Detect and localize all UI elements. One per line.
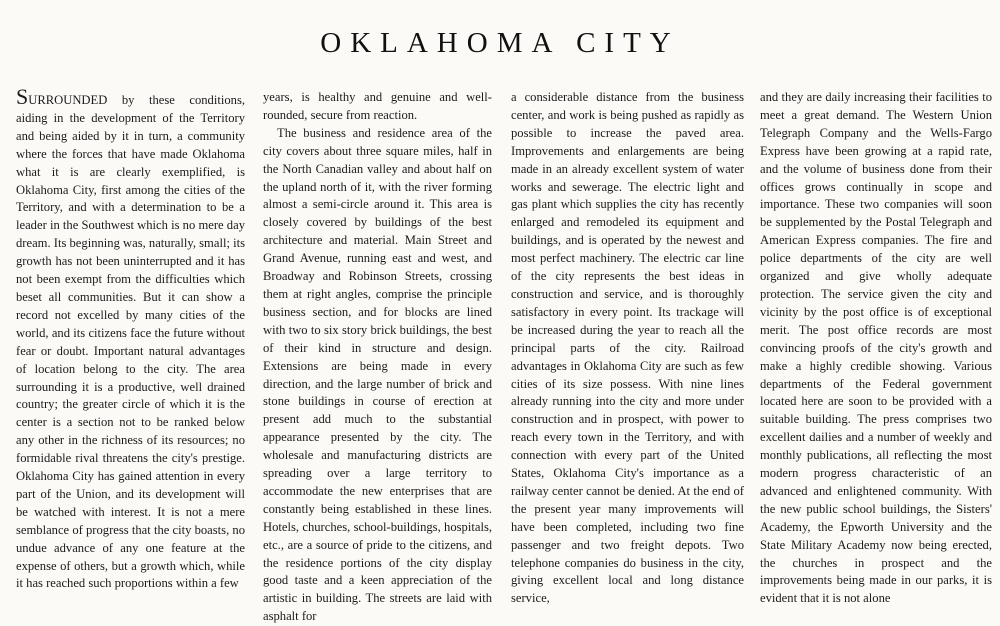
text-column-3	[511, 89, 744, 608]
paragraph: and they are daily increasing their facilities to meet a great demand. The Western Union Telegraph Company and the Wells-Fargo Express have been growing at a rapid rate, and the volume of business done from their offices grows continually in scope and importance. These two companies will soon be supplemented by the Postal Telegraph and American Express companies. The fire and police departments of the city are well organized and give wholly adequate protection. The service given the city and vicinity by the post office is of exceptional merit. The post office records are most convincing proofs of the city's growth and make a highly credible showing. Various departments of the Federal government located here are soon to be provided with a suitable building. The press comprises two excellent dailies and a number of weekly and monthly publications, all reflecting the most modern progress characteristic of an advanced and enlightened community. With the new public school buildings, the Sisters' Academy, the Epworth University and the State Military Academy now being erected, the churches in prospect and the improvements being made in our parks, it is evident that it is not alone	[760, 90, 992, 606]
paragraph: a considerable distance from the business center, and work is being pushed as rapidly as possible to increase the paved area. Improvements and enlargements are being made in an already excellent system of water works and sewerage. The electric light and gas plant which supplies the city has recently enlarged and remodeled its equipment and buildings, and is operated by the newest and most perfect machinery. The electric car line of the city represents the best ideas in construction and service, and is thoroughly satisfactory in every point. Its trackage will be increased during the year to reach all the principal parts of the city. Railroad advantages in Oklahoma City are such as few cities of its size possess. With nine lines already running into the city and more under construction and in prospect, with power to reach every town in the Territory, and with connection with every part of the United States, Oklahoma City's importance as a railway center cannot be denied. At the end of the present year many improvements will have been completed, including two fine passenger and two freight depots. Two telephone companies do business in the city, giving excellent local and long distance service,	[511, 90, 744, 606]
text-column-1	[16, 84, 245, 593]
text-column-4	[760, 89, 992, 608]
paragraph: years, is healthy and genuine and well-rounded, secure from reaction.	[263, 90, 492, 122]
page-title: OKLAHOMA CITY	[320, 27, 680, 59]
drop-cap: S	[16, 84, 29, 109]
text-column-2	[263, 89, 492, 626]
paragraph-text: URROUNDED by these conditions, aiding in the development of the Territory and being aided by it in turn, a community where the forces that have made Oklahoma what it is are clearly exemplified, is Oklahoma City, first among the cities of the Territory, and with a determination to be a leader in the Southwest which is no mere day dream. Its beginning was, naturally, small; its growth has not been uninterrupted and it has not been exempt from the difficulties which beset all communities. But it can show a record not excelled by many cities of the world, and its citizens face the future without fear or doubt. Important natural advantages of location belong to the city. The area surrounding it is a productive, well drained country; the greater circle of which it is the center is a section not to be ranked below any other in the richness of its resources; no formidable rival threatens the city's prestige. Oklahoma City has gained attention in every part of the Union, and its development will be watched with interest. It is not a mere semblance of progress that the city boasts, no undue advance of any one feature at the expense of others, but a growth which, while it has reached such proportions within a few	[16, 93, 245, 591]
paragraph	[16, 84, 245, 593]
paragraph: The business and residence area of the city covers about three square miles, half in the North Canadian valley and about half on the upland north of it, with the river forming almost a semi-circle around it. This area is closely covered by buildings of the best architecture and material. Main Street and Grand Avenue, running east and west, and Broadway and Robinson Streets, crossing them at right angles, comprise the principle business section, and for blocks are lined with two to six story brick buildings, the best of their kind in structure and design. Extensions are being made in every direction, and the large number of brick and stone buildings in course of erection at present add much to the substantial appearance presented by the city. The wholesale and manufacturing districts are spreading over a large territory to accommodate the new enterprises that are constantly being established in these lines. Hotels, churches, school-buildings, hospitals, etc., are a source of pride to the citizens, and the residence portions of the city display good taste and a keen appreciation of the artistic in building. The streets are laid with asphalt for	[263, 125, 492, 624]
